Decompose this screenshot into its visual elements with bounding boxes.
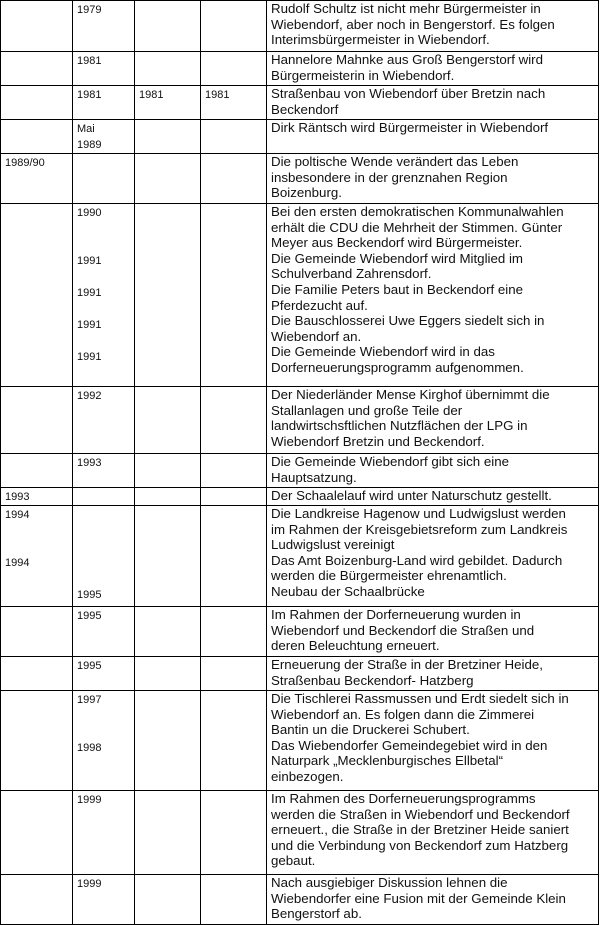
- event-text-line: Wiebendorf an.: [271, 328, 362, 344]
- year-label: 1981: [77, 89, 102, 101]
- year-column-4-cell: [201, 204, 267, 387]
- event-description-cell: [267, 120, 599, 154]
- event-description-cell: [267, 607, 599, 657]
- year-label: 1997: [77, 694, 102, 706]
- event-description-cell: [267, 52, 599, 86]
- year-column-2-cell: [73, 875, 135, 925]
- year-column-1-cell: [1, 154, 73, 204]
- year-column-1-cell: [1, 204, 73, 387]
- year-column-4-cell: [201, 691, 267, 791]
- event-text-line: insbesondere in der grenznahen Region: [271, 169, 508, 185]
- year-column-4-cell: [201, 506, 267, 607]
- year-label: 1991: [77, 351, 102, 363]
- year-label: [77, 333, 134, 349]
- year-column-2-cell: [73, 86, 135, 120]
- event-text-line: erhält die CDU die Mehrheit der Stimmen. Günter: [271, 219, 563, 235]
- year-column-1-cell: [1, 488, 73, 506]
- year-column-1-cell: [1, 875, 73, 925]
- year-label: [77, 555, 134, 571]
- year-column-2-cell: [73, 204, 135, 387]
- year-label: [77, 724, 134, 740]
- event-text-line: Bei den ersten demokratischen Kommunalwahlen: [271, 204, 564, 219]
- year-column-3-cell: [135, 657, 201, 691]
- year-column-4-cell: [201, 607, 267, 657]
- year-column-4-cell: [201, 387, 267, 454]
- event-text-line: Die Familie Peters baut in Beckendorf eine: [271, 281, 524, 297]
- year-label: 1993: [5, 491, 30, 503]
- table-row: [1, 875, 599, 925]
- table-row: [1, 1, 599, 52]
- event-text-line: Wiebendorf Bretzin und Beckendorf.: [271, 433, 485, 449]
- event-description-cell: [267, 506, 599, 607]
- year-column-4-cell: [201, 791, 267, 875]
- event-text-line: Die Tischlerei Rassmussen und Erdt siedelt sich in: [271, 691, 569, 706]
- year-column-4-cell: [201, 120, 267, 154]
- event-text-line: Im Rahmen der Dorferneuerung wurden in: [271, 607, 521, 622]
- event-text-line: Das Wiebendorfer Gemeindegebiet wird in den: [271, 737, 548, 753]
- year-column-4-cell: [201, 1, 267, 52]
- year-label: 1995: [77, 589, 102, 601]
- event-text-line: Interimsbürgermeister in Wiebendorf.: [271, 32, 490, 48]
- table-row: [1, 454, 599, 488]
- chronicle-table-body: [1, 1, 599, 925]
- event-text-line: Hauptsatzung.: [271, 469, 357, 485]
- year-column-4-cell: [201, 154, 267, 204]
- event-text-line: Boizenburg.: [271, 185, 342, 201]
- event-text-line: Wiebendorf und Beckendorf die Straßen und: [271, 622, 535, 638]
- event-text-line: Meyer aus Beckendorf wird Bürgermeister.: [271, 235, 523, 251]
- event-text-line: Bürgermeisterin in Wiebendorf.: [271, 67, 455, 83]
- event-text-line: deren Beleuchtung erneuert.: [271, 638, 440, 654]
- year-label: Mai: [77, 123, 95, 135]
- year-column-1-cell: [1, 52, 73, 86]
- event-description-cell: [267, 488, 599, 506]
- year-label: [77, 221, 134, 237]
- event-text-line: Wiebendorf an. Es folgen dann die Zimmerei: [271, 706, 535, 722]
- event-text-line: Die Bauschlosserei Uwe Eggers siedelt sich in: [271, 313, 545, 329]
- year-label: 1992: [77, 390, 102, 402]
- year-column-1-cell: [1, 454, 73, 488]
- year-column-1-cell: [1, 506, 73, 607]
- event-text-line: erneuert., die Straße in der Bretziner Heide saniert: [271, 822, 569, 838]
- event-text-line: gebaut.: [271, 853, 316, 869]
- year-label: 1991: [77, 255, 102, 267]
- year-column-2-cell: [73, 1, 135, 52]
- event-text-line: Die Gemeinde Wiebendorf gibt sich eine: [271, 454, 509, 469]
- event-description-cell: [267, 875, 599, 925]
- year-column-3-cell: [135, 791, 201, 875]
- year-column-2-cell: [73, 607, 135, 657]
- event-text-line: Dorferneuerungsprogramm aufgenommen.: [271, 359, 524, 375]
- event-text-line: Straßenbau Beckendorf- Hatzberg: [271, 672, 474, 688]
- event-text-line: Der Niederländer Mense Kirghof übernimmt die: [271, 387, 550, 402]
- year-label: [77, 507, 134, 523]
- event-text-line: Naturpark „Mecklenburgisches Ellbetal“: [271, 753, 504, 769]
- event-text-line: Die Landkreise Hagenow und Ludwigslust werden: [271, 506, 566, 521]
- table-row: [1, 506, 599, 607]
- year-column-3-cell: [135, 204, 201, 387]
- year-label: 1998: [77, 742, 102, 754]
- year-label: 1995: [77, 610, 102, 622]
- year-column-3-cell: [135, 607, 201, 657]
- year-column-3-cell: [135, 506, 201, 607]
- year-label: 1991: [77, 319, 102, 331]
- event-text-line: landwirtschsftlichen Nutzflächen der LPG in: [271, 418, 528, 434]
- event-description-cell: [267, 691, 599, 791]
- table-row: [1, 607, 599, 657]
- year-column-3-cell: [135, 154, 201, 204]
- event-text-line: Beckendorf: [271, 101, 339, 117]
- year-label: 1981: [77, 55, 102, 67]
- year-label: [77, 571, 134, 587]
- year-column-2-cell: [73, 154, 135, 204]
- year-label: 1993: [77, 457, 102, 469]
- year-column-3-cell: [135, 488, 201, 506]
- year-column-2-cell: [73, 52, 135, 86]
- year-label: [77, 237, 134, 253]
- year-label: [5, 523, 72, 539]
- event-description-cell: [267, 1, 599, 52]
- event-description-cell: [267, 204, 599, 387]
- event-text-line: Bantin un die Druckerei Schubert.: [271, 722, 470, 738]
- event-text-line: Erneuerung der Straße in der Bretziner Heide,: [271, 657, 543, 672]
- event-text-line: Die poltische Wende verändert das Leben: [271, 154, 519, 169]
- event-text-line: Stallanlagen und große Teile der: [271, 402, 463, 418]
- event-text-line: Wiebendorf, aber noch in Bengerstorf. Es folgen: [271, 16, 555, 32]
- year-label: 1989: [77, 139, 102, 151]
- event-text-line: Hannelore Mahnke aus Groß Bengerstorf wird: [271, 52, 543, 67]
- year-column-1-cell: [1, 791, 73, 875]
- year-column-3-cell: [135, 875, 201, 925]
- year-column-3-cell: [135, 86, 201, 120]
- year-column-3-cell: [135, 120, 201, 154]
- table-row: [1, 154, 599, 204]
- event-text-line: Rudolf Schultz ist nicht mehr Bürgermeister in: [271, 1, 541, 16]
- event-text-line: Die Gemeinde Wiebendorf wird Mitglied im: [271, 250, 523, 266]
- event-text-line: Die Gemeinde Wiebendorf wird in das: [271, 344, 495, 360]
- event-text-line: und die Verbindung von Beckendorf zum Hatzberg: [271, 837, 569, 853]
- year-column-2-cell: [73, 791, 135, 875]
- table-row: [1, 657, 599, 691]
- event-text-line: Wiebendorfer eine Fusion mit der Gemeinde Klein: [271, 890, 566, 906]
- event-text-line: Dirk Räntsch wird Bürgermeister in Wiebendorf: [271, 120, 549, 135]
- table-row: [1, 120, 599, 154]
- year-column-3-cell: [135, 1, 201, 52]
- year-column-4-cell: [201, 657, 267, 691]
- year-label: 1990: [77, 207, 102, 219]
- event-description-cell: [267, 657, 599, 691]
- year-label: 1981: [205, 89, 230, 101]
- year-column-3-cell: [135, 454, 201, 488]
- year-column-2-cell: [73, 387, 135, 454]
- event-text-line: werden die Bürgermeister ehrenamtlich.: [271, 568, 507, 584]
- year-column-2-cell: [73, 488, 135, 506]
- table-row: [1, 791, 599, 875]
- year-column-1-cell: [1, 387, 73, 454]
- event-text-line: werden die Straßen in Wiebendorf und Beckendorf: [271, 806, 570, 822]
- event-text-line: Schulverband Zahrensdorf.: [271, 266, 432, 282]
- year-label: 1994: [5, 509, 30, 521]
- year-column-3-cell: [135, 52, 201, 86]
- year-label: [77, 301, 134, 317]
- event-text-line: Der Schaalelauf wird unter Naturschutz gestellt.: [271, 488, 552, 503]
- event-text-line: Im Rahmen des Dorferneuerungsprogramms: [271, 791, 536, 806]
- year-label: 1999: [77, 878, 102, 890]
- year-label: [77, 523, 134, 539]
- year-column-3-cell: [135, 691, 201, 791]
- table-row: [1, 387, 599, 454]
- year-column-1-cell: [1, 1, 73, 52]
- event-description-cell: [267, 86, 599, 120]
- year-column-2-cell: [73, 120, 135, 154]
- year-column-1-cell: [1, 120, 73, 154]
- table-row: [1, 488, 599, 506]
- event-description-cell: [267, 791, 599, 875]
- year-label: 1981: [139, 89, 164, 101]
- year-column-1-cell: [1, 691, 73, 791]
- year-column-3-cell: [135, 387, 201, 454]
- year-label: 1995: [77, 660, 102, 672]
- event-description-cell: [267, 154, 599, 204]
- year-label: [77, 539, 134, 555]
- year-column-4-cell: [201, 52, 267, 86]
- year-label: [5, 539, 72, 555]
- year-label: 1999: [77, 794, 102, 806]
- event-text-line: Das Amt Boizenburg-Land wird gebildet. Dadurch: [271, 552, 563, 568]
- table-row: [1, 86, 599, 120]
- year-label: [77, 269, 134, 285]
- year-column-2-cell: [73, 506, 135, 607]
- year-label: 1991: [77, 287, 102, 299]
- year-label: 1994: [5, 557, 30, 569]
- year-column-4-cell: [201, 488, 267, 506]
- table-row: [1, 52, 599, 86]
- event-text-line: Ludwigslust vereinigt: [271, 537, 395, 553]
- event-text-line: Nach ausgiebiger Diskussion lehnen die: [271, 875, 508, 890]
- year-column-1-cell: [1, 86, 73, 120]
- year-column-4-cell: [201, 454, 267, 488]
- event-text-line: Pferdezucht auf.: [271, 297, 368, 313]
- event-description-cell: [267, 454, 599, 488]
- year-column-2-cell: [73, 657, 135, 691]
- year-column-4-cell: [201, 875, 267, 925]
- year-column-4-cell: [201, 86, 267, 120]
- event-description-cell: [267, 387, 599, 454]
- year-label: [77, 708, 134, 724]
- year-column-2-cell: [73, 454, 135, 488]
- year-label: 1979: [77, 4, 102, 16]
- year-column-1-cell: [1, 657, 73, 691]
- event-text-line: Neubau der Schaalbrücke: [271, 583, 425, 599]
- year-column-1-cell: [1, 607, 73, 657]
- event-text-line: einbezogen.: [271, 768, 344, 784]
- event-text-line: im Rahmen der Kreisgebietsreform zum Landkreis: [271, 521, 568, 537]
- table-row: [1, 204, 599, 387]
- event-text-line: Bengerstorf ab.: [271, 906, 362, 922]
- table-row: [1, 691, 599, 791]
- year-column-2-cell: [73, 691, 135, 791]
- year-label: 1989/90: [5, 157, 45, 169]
- event-text-line: Straßenbau von Wiebendorf über Bretzin nach: [271, 86, 546, 101]
